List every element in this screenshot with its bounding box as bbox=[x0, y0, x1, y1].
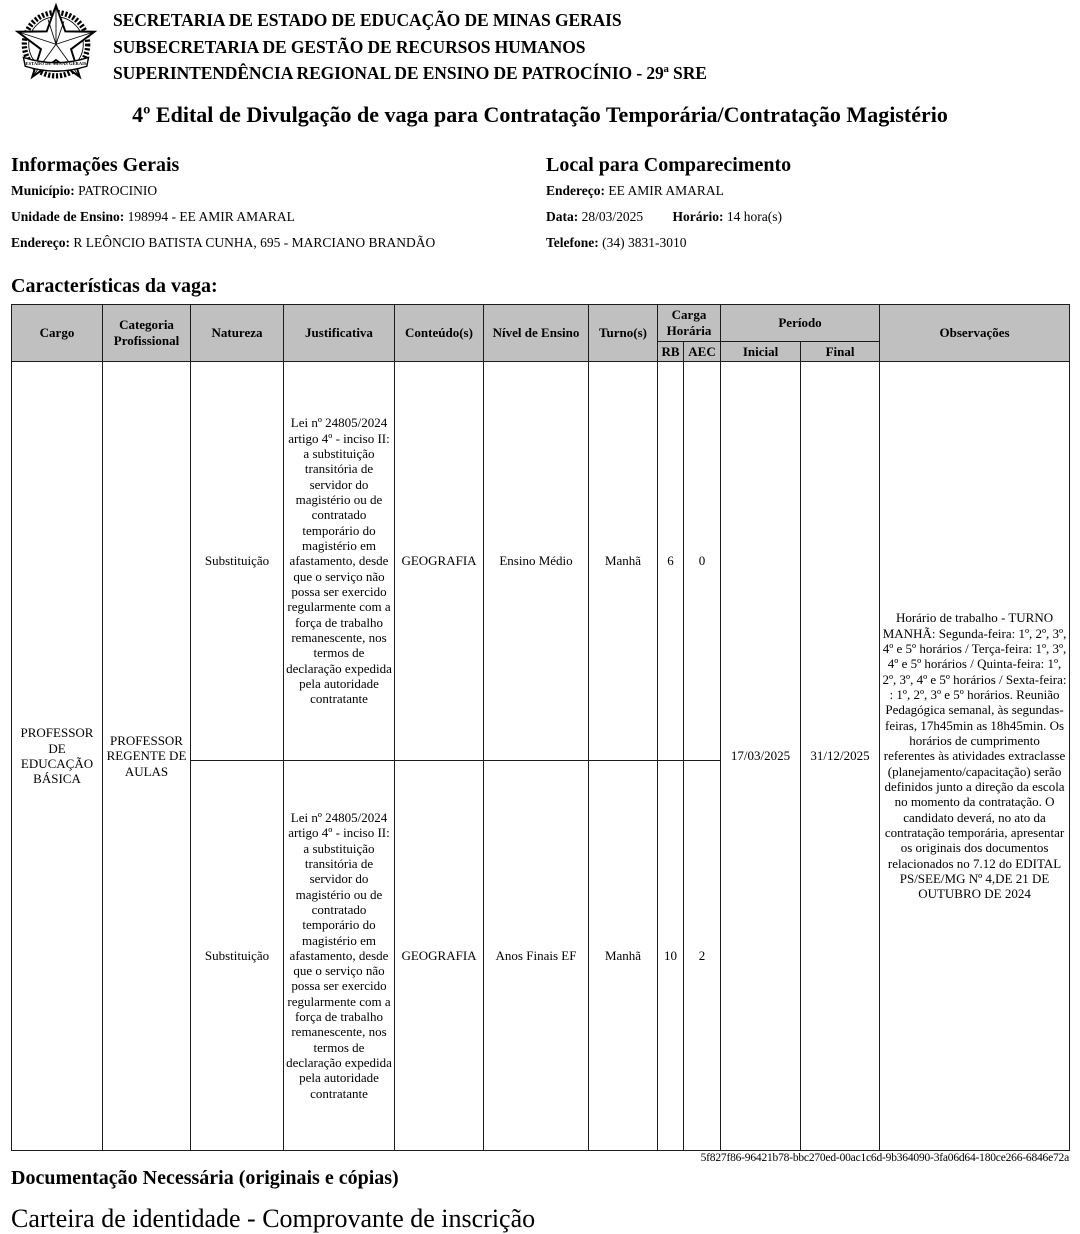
vaga-table bbox=[11, 304, 1070, 1151]
local-endereco-value: EE AMIR AMARAL bbox=[608, 183, 724, 198]
cell-justificativa-2: Lei nº 24805/2024 artigo 4º - inciso II: a substituição transitória de servidor do magistério ou de contratado temporário do magistério em afastamento, desde que o serviço não possa ser exercido regularmente com a força de trabalho remanescente, nos termos de declaração expedida pela autoridade contratante bbox=[284, 761, 395, 1151]
col-header-categoria: Categoria Profissional bbox=[103, 305, 191, 362]
local-endereco-line bbox=[546, 183, 1069, 199]
org-line-3: SUPERINTENDÊNCIA REGIONAL DE ENSINO DE PATROCÍNIO - 29ª SRE bbox=[113, 63, 707, 83]
data-value: 28/03/2025 bbox=[581, 209, 644, 224]
document-hash: 5f827f86-96421b78-bbc270ed-00ac1c6d-9b364090-3fa06d64-180ce266-6846e72a bbox=[700, 1152, 1069, 1164]
municipio-label: Município: bbox=[11, 183, 75, 198]
data-horario-line bbox=[546, 209, 1069, 225]
col-header-rb: RB bbox=[658, 342, 684, 362]
svg-text:ESTADO DE MINAS GERAIS: ESTADO DE MINAS GERAIS bbox=[25, 60, 87, 66]
col-header-justificativa: Justificativa bbox=[284, 305, 395, 362]
cell-nivel-1: Ensino Médio bbox=[484, 362, 589, 761]
endereco-label: Endereço: bbox=[11, 235, 70, 250]
col-header-observacoes: Observações bbox=[880, 305, 1070, 362]
cell-aec-1: 0 bbox=[684, 362, 721, 761]
col-header-conteudo: Conteúdo(s) bbox=[395, 305, 484, 362]
cell-natureza-1: Substituição bbox=[191, 362, 284, 761]
documentacao-list-truncated: Carteira de identidade - Comprovante de inscrição bbox=[11, 1204, 536, 1233]
col-header-periodo: Período bbox=[721, 305, 880, 342]
cell-natureza-2: Substituição bbox=[191, 761, 284, 1151]
telefone-value: (34) 3831-3010 bbox=[602, 235, 687, 250]
data-label: Data: bbox=[546, 209, 579, 224]
cell-cargo: PROFESSOR DE EDUCAÇÃO BÁSICA bbox=[12, 362, 103, 1151]
org-title-lines bbox=[113, 2, 707, 87]
cell-aec-2: 2 bbox=[684, 761, 721, 1151]
vaga-table-header bbox=[12, 305, 1070, 362]
unidade-ensino-line bbox=[11, 209, 546, 225]
col-header-cargo: Cargo bbox=[12, 305, 103, 362]
unidade-ensino-label: Unidade de Ensino: bbox=[11, 209, 125, 224]
municipio-line bbox=[11, 183, 546, 199]
cell-conteudo-1: GEOGRAFIA bbox=[395, 362, 484, 761]
local-comparecimento-heading: Local para Comparecimento bbox=[546, 154, 792, 176]
col-header-inicial: Inicial bbox=[721, 342, 801, 362]
cell-justificativa-1: Lei nº 24805/2024 artigo 4º - inciso II: a substituição transitória de servidor do magistério ou de contratado temporário do magistério em afastamento, desde que o serviço não possa ser exercido regularmente com a força de trabalho remanescente, nos termos de declaração expedida pela autoridade contratante bbox=[284, 362, 395, 761]
col-header-aec: AEC bbox=[684, 342, 721, 362]
cell-turno-2: Manhã bbox=[589, 761, 658, 1151]
info-section bbox=[11, 154, 1069, 261]
cell-rb-1: 6 bbox=[658, 362, 684, 761]
col-header-carga-horaria: Carga Horária bbox=[658, 305, 721, 342]
table-row bbox=[12, 362, 1070, 761]
col-header-turno: Turno(s) bbox=[589, 305, 658, 362]
local-comparecimento bbox=[546, 154, 1069, 261]
cell-turno-1: Manhã bbox=[589, 362, 658, 761]
minas-gerais-coat-of-arms-icon bbox=[11, 2, 101, 90]
org-line-2: SUBSECRETARIA DE GESTÃO DE RECURSOS HUMANOS bbox=[113, 36, 586, 57]
local-endereco-label: Endereço: bbox=[546, 183, 605, 198]
org-line-1: SECRETARIA DE ESTADO DE EDUCAÇÃO DE MINAS GERAIS bbox=[113, 10, 622, 30]
telefone-line bbox=[546, 235, 1069, 251]
col-header-natureza: Natureza bbox=[191, 305, 284, 362]
horario-value: 14 hora(s) bbox=[726, 209, 782, 224]
endereco-value: R LEÔNCIO BATISTA CUNHA, 695 - MARCIANO BRANDÃO bbox=[73, 235, 436, 250]
cell-categoria: PROFESSOR REGENTE DE AULAS bbox=[103, 362, 191, 1151]
cell-nivel-2: Anos Finais EF bbox=[484, 761, 589, 1151]
page-title: 4º Edital de Divulgação de vaga para Contratação Temporária/Contratação Magistério bbox=[132, 102, 948, 127]
unidade-ensino-value: 198994 - EE AMIR AMARAL bbox=[127, 209, 295, 224]
cell-periodo-final: 31/12/2025 bbox=[801, 362, 880, 1151]
cell-rb-2: 10 bbox=[658, 761, 684, 1151]
horario-label: Horário: bbox=[672, 209, 724, 224]
informacoes-gerais bbox=[11, 154, 546, 261]
cell-conteudo-2: GEOGRAFIA bbox=[395, 761, 484, 1151]
cell-observacoes: Horário de trabalho - TURNO MANHÃ: Segunda-feira: 1º, 2º, 3º, 4º e 5º horários / Terça-feira: 1º, 3º, 4º e 5º horários / Quinta-feira: 1º, 2º, 3º, 4º e 5º horários / Sexta-feira: : 1º, 2º, 3º e 5º horários. Reunião Pedagógica semanal, às segundas-feiras, 17h45min as 18h45min. Os horários de cumprimento referentes às atividades extraclasse (planejamento/capacitação) serão definidos junto a direção da escola no momento da contratação. O candidato deverá, no ato da contratação temporária, apresentar os originais dos documentos relacionados no 7.12 do EDITAL PS/SEE/MG Nº 4,DE 21 DE OUTUBRO DE 2024 bbox=[880, 362, 1070, 1151]
telefone-label: Telefone: bbox=[546, 235, 599, 250]
col-header-nivel: Nível de Ensino bbox=[484, 305, 589, 362]
informacoes-gerais-heading: Informações Gerais bbox=[11, 154, 180, 176]
endereco-line bbox=[11, 235, 546, 251]
documentacao-heading: Documentação Necessária (originais e cópias) bbox=[11, 1167, 399, 1189]
org-header bbox=[11, 0, 1069, 94]
municipio-value: PATROCINIO bbox=[78, 183, 158, 198]
cell-periodo-inicial: 17/03/2025 bbox=[721, 362, 801, 1151]
caracteristicas-heading: Características da vaga: bbox=[11, 275, 218, 297]
col-header-final: Final bbox=[801, 342, 880, 362]
